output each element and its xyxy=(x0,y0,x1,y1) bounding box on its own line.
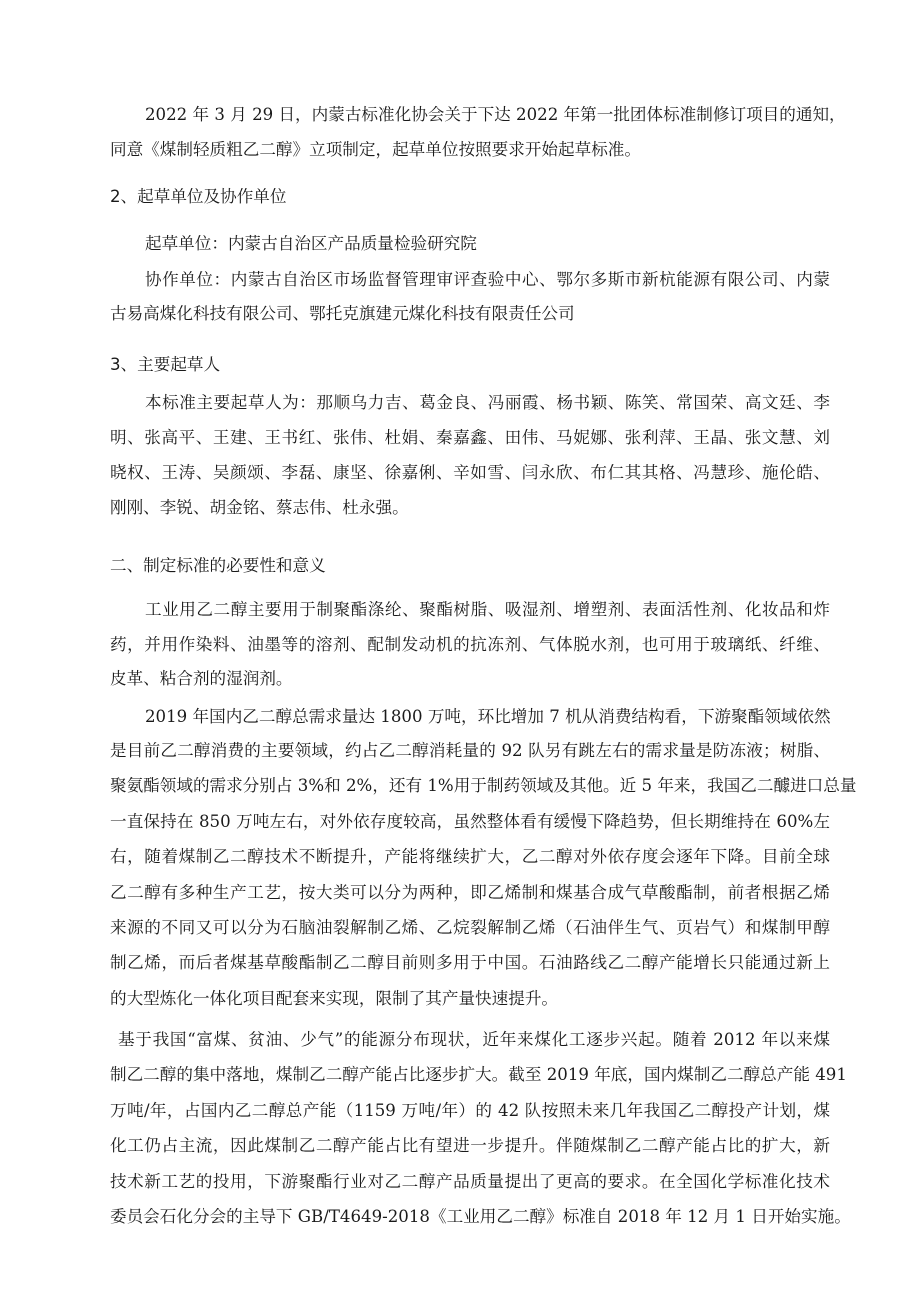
p1-line-3: 皮革、粘合剂的湿润剂。 xyxy=(110,669,293,688)
p2-line-9: 的大型炼化一体化项目配套来实现，限制了其产量快速提升。 xyxy=(110,989,559,1008)
section-2-heading: 2、起草单位及协作单位 xyxy=(110,187,287,206)
section-3-heading: 3、主要起草人 xyxy=(110,355,221,374)
p1-line-2: 药，并用作染料、油墨等的溶剂、配制发动机的抗冻剂、气体脱水剂，也可用于玻璃纸、纤维、 xyxy=(110,635,830,654)
p3-line-5: 技术新工艺的投用，下游聚酯行业对乙二醇产品质量提出了更高的要求。在全国化学标准化技术 xyxy=(110,1172,830,1191)
cooperating-units-line-1: 协作单位：内蒙古自治区市场监督管理审评查验中心、鄂尔多斯市新杭能源有限公司、内蒙 xyxy=(145,270,830,289)
p3-line-2: 制乙二醇的集中落地，煤制乙二醇产能占比逐步扩大。截至 2019 年底，国内煤制乙二醇总产能 491 xyxy=(110,1065,847,1084)
p3-line-3: 万吨/年，占国内乙二醇总产能（1159 万吨/年）的 42 队按照未来几年我国乙二醇投产计划，煤 xyxy=(110,1101,830,1120)
drafters-line-4: 刚刚、李锐、胡金铭、蔡志伟、杜永强。 xyxy=(110,498,409,517)
drafters-line-3: 晓权、王涛、吴颜颂、李磊、康坚、徐嘉俐、辛如雪、闫永欣、布仁其其格、冯慧珍、施伦皓、 xyxy=(110,463,830,482)
p2-line-8: 制乙烯，而后者煤基草酸酯制乙二醇目前则多用于中国。石油路线乙二醇产能增长只能通过新上 xyxy=(110,953,830,972)
drafting-unit: 起草单位：内蒙古自治区产品质量检验研究院 xyxy=(145,234,477,253)
p2-line-6: 乙二醇有多种生产工艺，按大类可以分为两种，即乙烯制和煤基合成气草酸酯制，前者根据乙烯 xyxy=(110,883,830,902)
p3-line-6: 委员会石化分会的主导下 GB/T4649-2018《工业用乙二醇》标准自 2018 年 12 月 1 日开始实施。 xyxy=(110,1207,851,1226)
intro-line-1: 2022 年 3 月 29 日，内蒙古标准化协会关于下达 2022 年第一批团体标准制修订项目的通知， xyxy=(145,105,846,124)
drafters-line-1: 本标准主要起草人为：那顺乌力吉、葛金良、冯丽霞、杨书颖、陈笑、常国荣、高文廷、李 xyxy=(145,393,830,412)
intro-line-2: 同意《煤制轻质粗乙二醇》立项制定，起草单位按照要求开始起草标准。 xyxy=(110,140,641,159)
part-2-heading: 二、制定标准的必要性和意义 xyxy=(110,556,326,575)
p1-line-1: 工业用乙二醇主要用于制聚酯涤纶、聚酯树脂、吸湿剂、增塑剂、表面活性剂、化妆品和炸 xyxy=(145,600,830,619)
p2-line-7: 来源的不同又可以分为石脑油裂解制乙烯、乙烷裂解制乙烯（石油伴生气、页岩气）和煤制甲醇 xyxy=(110,918,830,937)
cooperating-units-line-2: 古易高煤化科技有限公司、鄂托克旗建元煤化科技有限责任公司 xyxy=(110,304,575,323)
p3-line-4: 化工仍占主流，因此煤制乙二醇产能占比有望进一步提升。伴随煤制乙二醇产能占比的扩大，新 xyxy=(110,1136,830,1155)
p2-line-4: 一直保持在 850 万吨左右，对外依存度较高，虽然整体看有缓慢下降趋势，但长期维持在 60%左 xyxy=(110,812,830,831)
p2-line-5: 右，随着煤制乙二醇技术不断提升，产能将继续扩大，乙二醇对外依存度会逐年下降。目前全球 xyxy=(110,847,830,866)
p2-line-3: 聚氨酯领域的需求分别占 3%和 2%，还有 1%用于制药领域及其他。近 5 年来，我国乙二醵进口总量 xyxy=(110,776,857,795)
p2-line-1: 2019 年国内乙二醇总需求量达 1800 万吨，环比增加 7 机从消费结构看，下游聚酯领域依然 xyxy=(145,707,831,726)
p2-line-2: 是目前乙二醇消费的主要领域，约占乙二醇消耗量的 92 队另有跳左右的需求量是防冻液；树脂、 xyxy=(110,741,830,760)
p3-line-1: 基于我国“富煤、贫油、少气”的能源分布现状，近年来煤化工逐步兴起。随着 2012 年以来煤 xyxy=(118,1030,830,1049)
drafters-line-2: 明、张高平、王建、王书红、张伟、杜娟、秦嘉鑫、田伟、马妮娜、张利萍、王晶、张文慧、刘 xyxy=(110,428,830,447)
